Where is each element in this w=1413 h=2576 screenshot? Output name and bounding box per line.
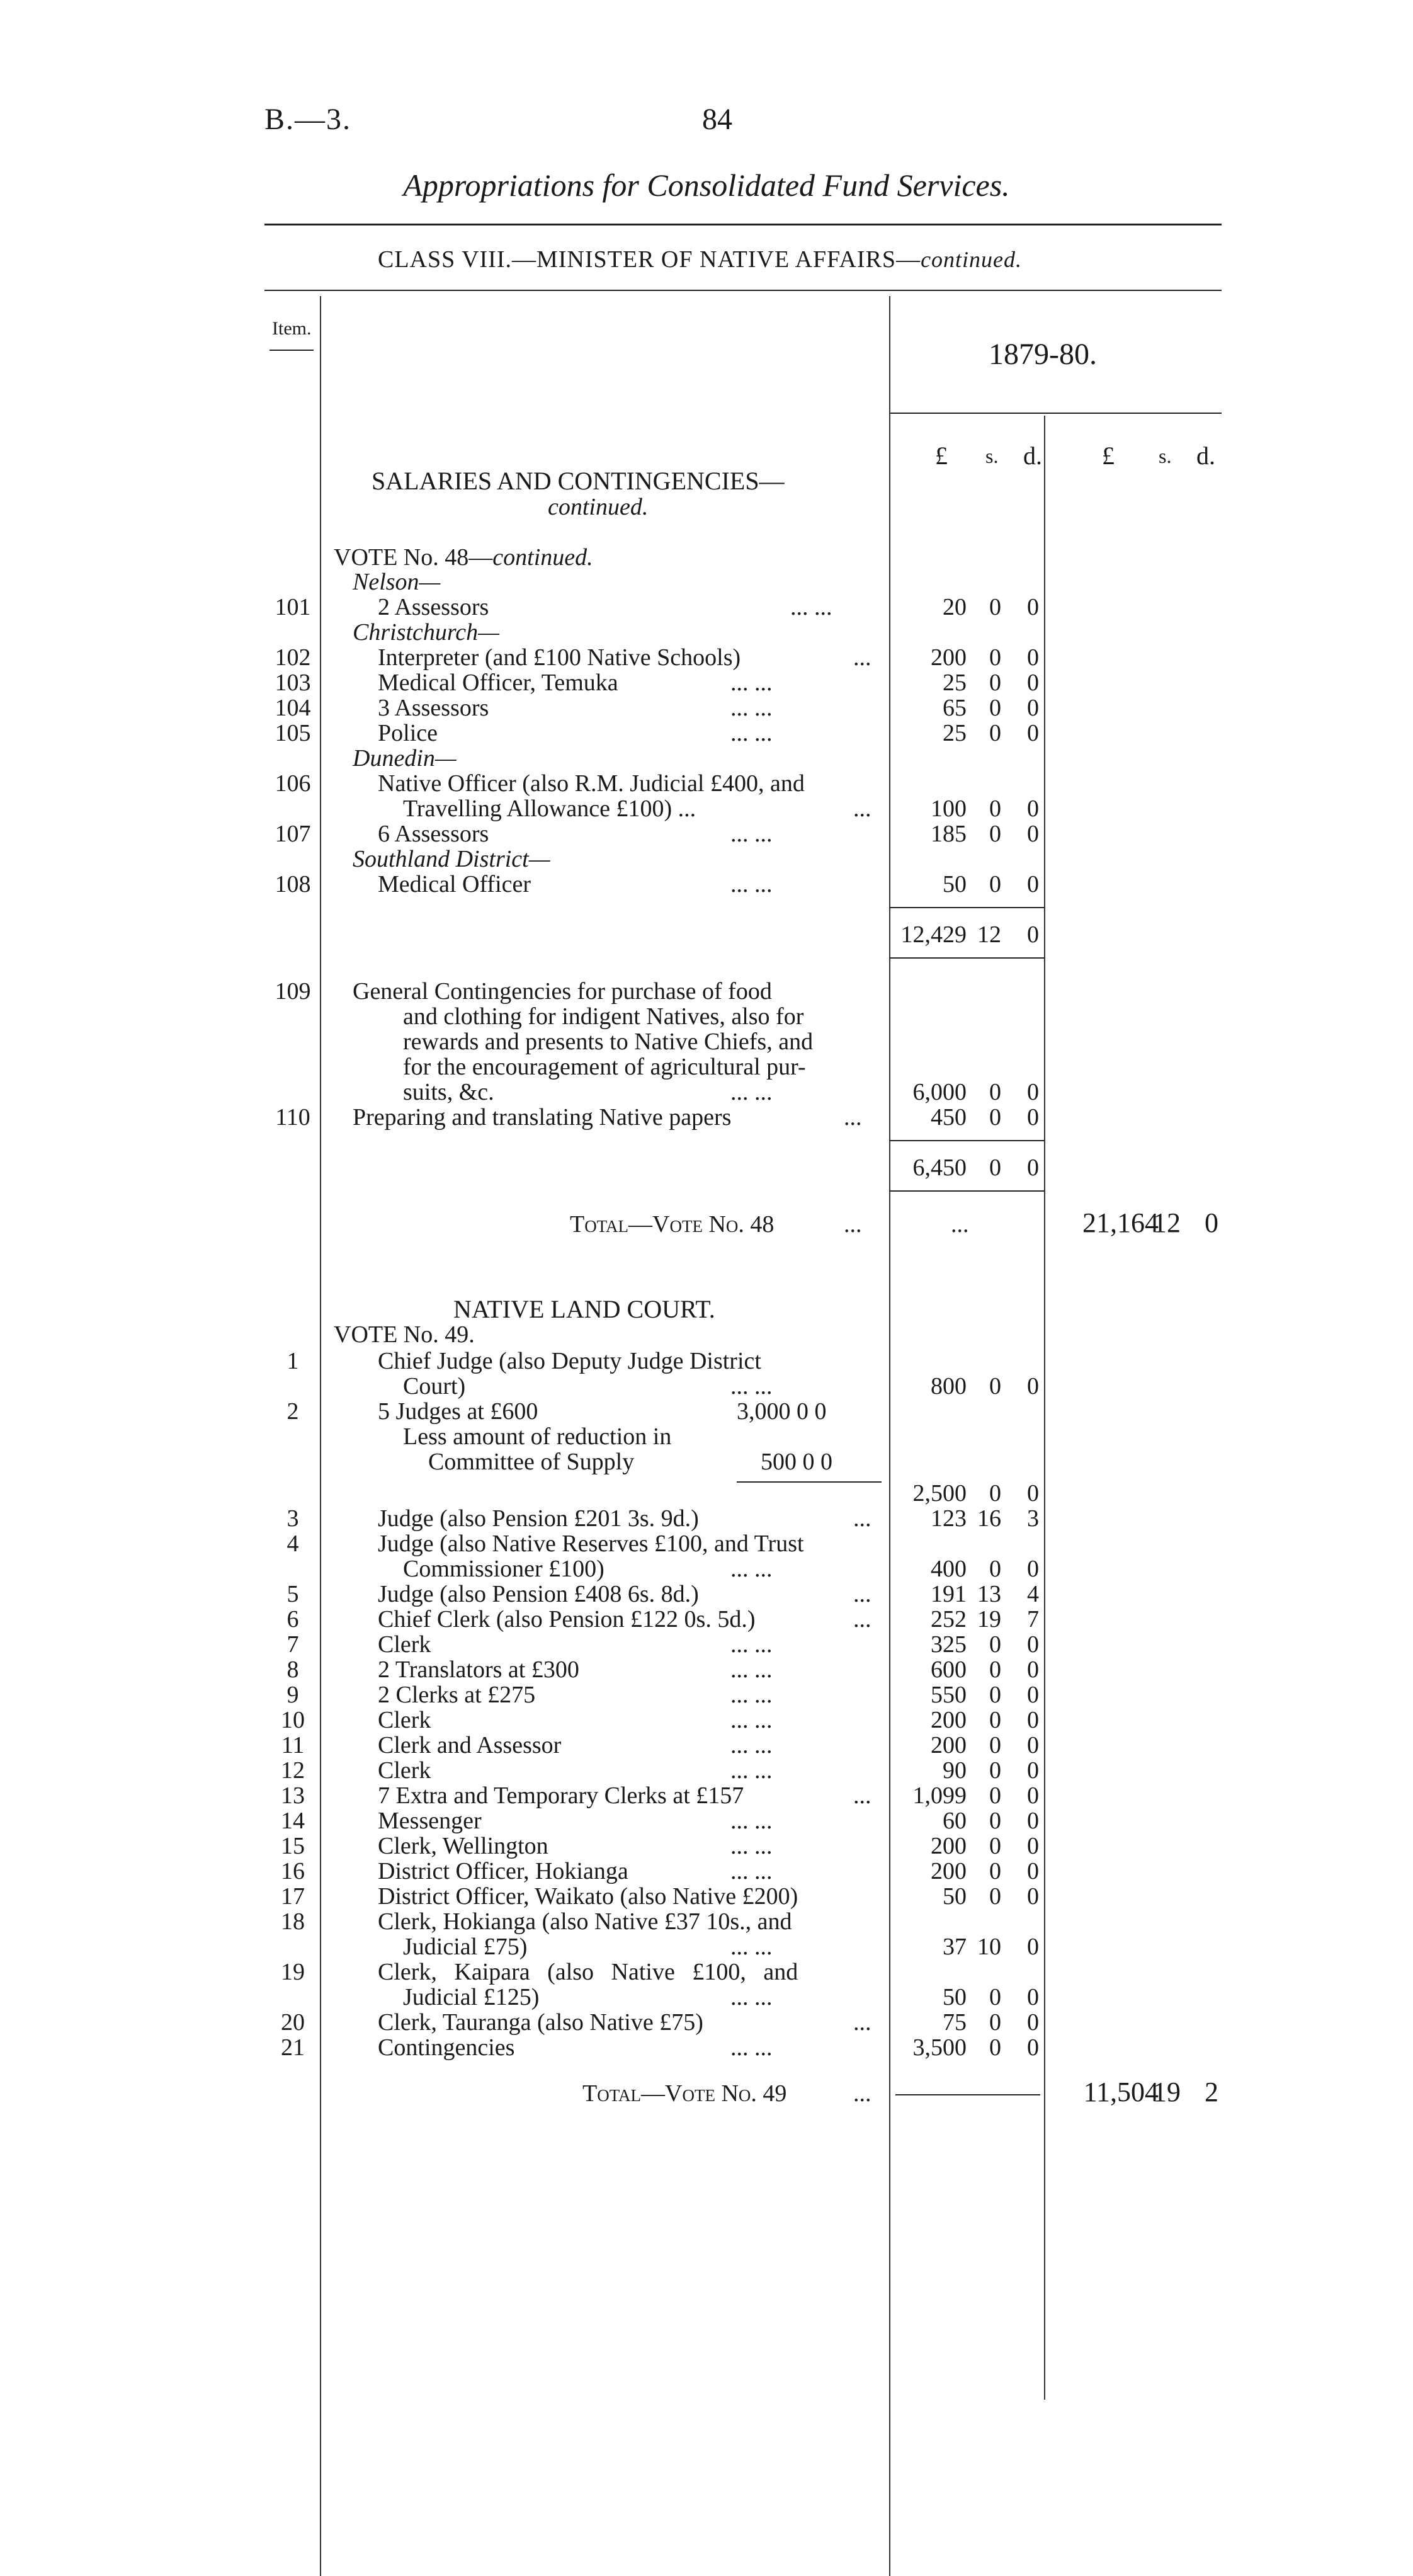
item-description: Medical Officer	[378, 871, 531, 898]
amount-pounds: 6,000	[912, 1079, 967, 1105]
amount-pence: 0	[1027, 795, 1039, 822]
amount-shillings: 0	[989, 1373, 1001, 1399]
amount-shillings: 0	[989, 1707, 1001, 1733]
item-description-cont: Travelling Allowance £100) ...	[403, 795, 696, 822]
item-number: 106	[275, 770, 311, 797]
amount-shillings: 0	[989, 1079, 1001, 1105]
item-description: Clerk, Wellington	[378, 1833, 548, 1859]
item-number: 4	[287, 1530, 299, 1557]
reduction-note: Less amount of reduction in	[403, 1423, 672, 1450]
amount-pounds: 37	[943, 1934, 967, 1960]
amount-pence: 3	[1027, 1505, 1039, 1532]
item-description: Clerk and Assessor	[378, 1732, 562, 1758]
amount-shillings: 0	[989, 1682, 1001, 1708]
item-number: 5	[287, 1581, 299, 1607]
leader-dots: ... ...	[730, 1858, 773, 1884]
amount-pounds: 450	[931, 1104, 967, 1131]
vote48-nelson-heading: Nelson—	[353, 569, 441, 595]
item-number: 107	[275, 821, 311, 847]
item-description: District Officer, Hokianga	[378, 1858, 628, 1884]
amount-pence: 0	[1027, 1858, 1039, 1884]
item-column-header: Item.	[272, 318, 312, 339]
pound-header-1: £	[935, 442, 948, 470]
leader-dots: ...	[853, 644, 871, 671]
amount-pence: 0	[1027, 1631, 1039, 1658]
amount-shillings: 0	[989, 1732, 1001, 1758]
leader-dots: ... ...	[730, 1707, 773, 1733]
amount-pence: 0	[1027, 871, 1039, 898]
item-description-cont: rewards and presents to Native Chiefs, and	[403, 1029, 814, 1055]
class-title: CLASS VIII.—MINISTER OF NATIVE AFFAIRS—continued.	[378, 246, 1023, 273]
amount-pounds: 200	[931, 1858, 967, 1884]
amount-shillings: 0	[989, 1984, 1001, 2010]
amount-pounds: 75	[943, 2009, 967, 2036]
amount-pence: 0	[1027, 1883, 1039, 1910]
amount-pence: 0	[1027, 1104, 1039, 1131]
item-description: 2 Assessors	[378, 594, 489, 620]
item-description-cont: for the encouragement of agricultural pur-	[403, 1054, 806, 1080]
item-number: 8	[287, 1656, 299, 1683]
item-description: Judge (also Pension £201 3s. 9d.)	[378, 1505, 699, 1532]
amount-pence: 0	[1027, 695, 1039, 721]
item-number: 102	[275, 644, 311, 671]
subtotal-column-rule	[1044, 416, 1045, 2400]
subtotal-rule	[889, 907, 1044, 908]
item-column-rule	[320, 296, 321, 2576]
subtotal-shillings: 12	[977, 921, 1001, 948]
item-number: 6	[287, 1606, 299, 1633]
amount-pence: 0	[1027, 1833, 1039, 1859]
item-description: Contingencies	[378, 2034, 515, 2061]
leader-dots: ... ...	[730, 821, 773, 847]
amount-pounds: 60	[943, 1808, 967, 1834]
vote48-label: VOTE No. 48—continued.	[334, 544, 593, 571]
item-number: 14	[281, 1808, 305, 1834]
subtotal-shillings: 0	[989, 1154, 1001, 1181]
year-rule	[889, 413, 1222, 414]
subtotal-pounds: 12,429	[900, 921, 967, 948]
item-underline	[270, 350, 314, 351]
amount-pence: 0	[1027, 644, 1039, 671]
amount-pence: 0	[1027, 1079, 1039, 1105]
subtotal-pounds: 6,450	[912, 1154, 967, 1181]
amount-shillings: 0	[989, 1480, 1001, 1507]
vote48-total-shillings: 12	[1153, 1207, 1181, 1238]
amount-shillings: 19	[977, 1606, 1001, 1633]
leader-dots: ...	[853, 795, 871, 822]
item-number: 10	[281, 1707, 305, 1733]
reduction-amount: 500 0 0	[761, 1449, 832, 1475]
amount-pence: 7	[1027, 1606, 1039, 1633]
vote48-christchurch-heading: Christchurch—	[353, 619, 499, 646]
amount-pounds: 50	[943, 1984, 967, 2010]
amount-pence: 0	[1027, 1556, 1039, 1582]
leader-dots: ...	[844, 1104, 862, 1131]
item-number: 110	[275, 1104, 310, 1131]
item-description-cont: Court)	[403, 1373, 466, 1399]
amount-shillings: 0	[989, 1833, 1001, 1859]
item-description: Judge (also Native Reserves £100, and Trust	[378, 1530, 804, 1557]
item-description-cont: and clothing for indigent Natives, also for	[403, 1003, 804, 1030]
item-description: Police	[378, 720, 438, 746]
item-description: 2 Clerks at £275	[378, 1682, 536, 1708]
item-description: Chief Clerk (also Pension £122 0s. 5d.)	[378, 1606, 756, 1633]
amount-pounds: 325	[931, 1631, 967, 1658]
amount-pounds: 200	[931, 1707, 967, 1733]
vote49-total-pounds: 11,504	[1083, 2077, 1159, 2107]
section-salaries-cont: continued.	[548, 494, 649, 520]
item-description: Clerk	[378, 1757, 431, 1784]
amount-pence: 0	[1027, 821, 1039, 847]
amount-pounds: 50	[943, 871, 967, 898]
amount-pounds: 25	[943, 720, 967, 746]
leader-dots: ... ...	[730, 720, 773, 746]
item-description: 7 Extra and Temporary Clerks at £157	[378, 1782, 744, 1809]
amount-pounds: 200	[931, 1833, 967, 1859]
amount-shillings: 13	[977, 1581, 1001, 1607]
amount-pence: 0	[1027, 1757, 1039, 1784]
leader-dots: ...	[853, 2009, 871, 2036]
amount-shillings: 0	[989, 795, 1001, 822]
leader-dots: ... ...	[730, 1757, 773, 1784]
amount-pence: 0	[1027, 720, 1039, 746]
amount-shillings: 0	[989, 644, 1001, 671]
leader-dots: ... ...	[730, 2034, 773, 2061]
item-number: 2	[287, 1398, 299, 1425]
leader-dots: ...	[853, 1782, 871, 1809]
item-description: Clerk	[378, 1707, 431, 1733]
subtotal-rule	[889, 957, 1044, 959]
shilling-header-1: s.	[985, 445, 999, 467]
reduction-note-cont: Committee of Supply	[428, 1449, 635, 1475]
amount-pounds: 100	[931, 795, 967, 822]
amount-shillings: 0	[989, 2034, 1001, 2061]
leader-dots: ... ...	[730, 1934, 773, 1960]
item-description-cont: Judicial £125)	[403, 1984, 540, 2010]
leader-dots: ...	[844, 1211, 862, 1238]
leader-dots: ...	[853, 1505, 871, 1532]
amount-shillings: 0	[989, 695, 1001, 721]
item-description: 3 Assessors	[378, 695, 489, 721]
item-description: 6 Assessors	[378, 821, 489, 847]
amount-pounds: 20	[943, 594, 967, 620]
leader-dots: ... ...	[730, 1656, 773, 1683]
leader-dots: ... ...	[730, 670, 773, 696]
leader-dots: ...	[951, 1211, 969, 1238]
amount-shillings: 0	[989, 1656, 1001, 1683]
item-description: District Officer, Waikato (also Native £200)	[378, 1883, 798, 1910]
leader-dots: ...	[853, 1581, 871, 1607]
amount-pence: 0	[1027, 1480, 1039, 1507]
item-number: 17	[281, 1883, 305, 1910]
item-number: 13	[281, 1782, 305, 1809]
amount-shillings: 0	[989, 1556, 1001, 1582]
item-description: Messenger	[378, 1808, 482, 1834]
leader-dots: ... ...	[730, 871, 773, 898]
leader-dots: ...	[853, 1606, 871, 1633]
item-number: 15	[281, 1833, 305, 1859]
amount-pounds: 25	[943, 670, 967, 696]
leader-dots: ... ...	[730, 1631, 773, 1658]
item-number: 108	[275, 871, 311, 898]
item-description: Medical Officer, Temuka	[378, 670, 618, 696]
leader-dots: ... ...	[730, 1833, 773, 1859]
leader-dots: ... ...	[730, 1984, 773, 2010]
amount-shillings: 0	[989, 821, 1001, 847]
amount-shillings: 0	[989, 594, 1001, 620]
amount-column-rule	[889, 296, 890, 2576]
amount-pence: 0	[1027, 670, 1039, 696]
amount-shillings: 0	[989, 670, 1001, 696]
amount-pence: 0	[1027, 594, 1039, 620]
top-rule	[264, 224, 1222, 225]
item-description: Interpreter (and £100 Native Schools)	[378, 644, 741, 671]
amount-shillings: 0	[989, 1883, 1001, 1910]
item-number: 21	[281, 2034, 305, 2061]
amount-shillings: 0	[989, 720, 1001, 746]
amount-pounds: 65	[943, 695, 967, 721]
item-description: General Contingencies for purchase of food	[353, 978, 772, 1005]
item-description-cont: Commissioner £100)	[403, 1556, 604, 1582]
item-description: Native Officer (also R.M. Judicial £400, and	[378, 770, 805, 797]
item-description: 2 Translators at £300	[378, 1656, 579, 1683]
amount-pence: 0	[1027, 1934, 1039, 1960]
leader-dots: ... ...	[730, 1808, 773, 1834]
item-number: 12	[281, 1757, 305, 1784]
page-number: 84	[702, 103, 732, 136]
item-number: 19	[281, 1959, 305, 1985]
amount-pence: 0	[1027, 1707, 1039, 1733]
shilling-header-2: s.	[1159, 445, 1172, 467]
item-number: 20	[281, 2009, 305, 2036]
item-description: Clerk, Tauranga (also Native £75)	[378, 2009, 703, 2036]
amount-pounds: 2,500	[912, 1480, 967, 1507]
subtotal-pence: 0	[1027, 921, 1039, 948]
vote49-total-label: Total—Vote No. 49	[582, 2080, 787, 2107]
amount-pence: 0	[1027, 1782, 1039, 1809]
amount-pounds: 600	[931, 1656, 967, 1683]
amount-shillings: 16	[977, 1505, 1001, 1532]
amount-pounds: 200	[931, 644, 967, 671]
section-salaries-title: SALARIES AND CONTINGENCIES—	[372, 467, 785, 495]
amount-pence: 0	[1027, 2034, 1039, 2061]
item-number: 16	[281, 1858, 305, 1884]
pound-header-2: £	[1102, 442, 1115, 470]
pence-header-1: d.	[1023, 442, 1042, 470]
leader-dots: ... ...	[730, 1373, 773, 1399]
year-heading: 1879-80.	[989, 338, 1097, 371]
section-land-court-title: NATIVE LAND COURT.	[453, 1295, 715, 1323]
amount-pounds: 90	[943, 1757, 967, 1784]
gross-amount: 3,000 0 0	[737, 1398, 827, 1425]
pence-header-2: d.	[1196, 442, 1215, 470]
item-number: 105	[275, 720, 311, 746]
amount-shillings: 0	[989, 1782, 1001, 1809]
item-number: 1	[287, 1348, 299, 1374]
amount-pence: 0	[1027, 1373, 1039, 1399]
amount-pounds: 1,099	[912, 1782, 967, 1809]
document-reference: B.—3.	[264, 103, 352, 136]
page-subtitle: Appropriations for Consolidated Fund Services.	[403, 168, 1010, 203]
leader-dots: ...	[853, 2080, 871, 2107]
amount-pounds: 185	[931, 821, 967, 847]
leader-dots: ... ...	[730, 695, 773, 721]
amount-pence: 0	[1027, 1682, 1039, 1708]
item-description: Clerk	[378, 1631, 431, 1658]
vote48-southland-heading: Southland District—	[353, 846, 550, 872]
item-description: Judge (also Pension £408 6s. 8d.)	[378, 1581, 699, 1607]
leader-dots: ... ...	[730, 1732, 773, 1758]
amount-pounds: 200	[931, 1732, 967, 1758]
item-description: Clerk, Kaipara (also Native £100, and	[378, 1959, 798, 1985]
amount-shillings: 0	[989, 871, 1001, 898]
reduction-rule	[737, 1481, 882, 1483]
item-number: 18	[281, 1908, 305, 1935]
amount-pounds: 252	[931, 1606, 967, 1633]
item-number: 104	[275, 695, 311, 721]
subtotal-rule	[889, 1190, 1044, 1192]
item-description: 5 Judges at £600	[378, 1398, 538, 1425]
item-number: 9	[287, 1682, 299, 1708]
amount-shillings: 10	[977, 1934, 1001, 1960]
item-number: 11	[281, 1732, 305, 1758]
vote49-total-shillings: 19	[1153, 2077, 1181, 2107]
amount-pence: 4	[1027, 1581, 1039, 1607]
amount-pence: 0	[1027, 1732, 1039, 1758]
amount-shillings: 0	[989, 1104, 1001, 1131]
vote48-total-pence: 0	[1205, 1207, 1218, 1238]
leader-dots: ... ...	[730, 1079, 773, 1105]
total-rule	[895, 2094, 1040, 2095]
item-description: Clerk, Hokianga (also Native £37 10s., and	[378, 1908, 792, 1935]
amount-pence: 0	[1027, 1984, 1039, 2010]
vote49-label: VOTE No. 49.	[334, 1321, 475, 1348]
amount-shillings: 0	[989, 1631, 1001, 1658]
amount-shillings: 0	[989, 2009, 1001, 2036]
item-description-cont: suits, &c.	[403, 1079, 494, 1105]
vote48-dunedin-heading: Dunedin—	[353, 745, 457, 772]
amount-pence: 0	[1027, 1808, 1039, 1834]
item-number: 101	[275, 594, 311, 620]
amount-pounds: 550	[931, 1682, 967, 1708]
amount-pounds: 400	[931, 1556, 967, 1582]
amount-pence: 0	[1027, 1656, 1039, 1683]
class-rule	[264, 290, 1222, 291]
vote48-total-label: Total—Vote No. 48	[570, 1211, 775, 1238]
amount-pounds: 3,500	[912, 2034, 967, 2061]
item-number: 109	[275, 978, 311, 1005]
amount-shillings: 0	[989, 1858, 1001, 1884]
amount-pounds: 50	[943, 1883, 967, 1910]
leader-dots: ... ...	[790, 594, 832, 620]
vote48-total-pounds: 21,164	[1082, 1207, 1159, 1238]
item-number: 7	[287, 1631, 299, 1658]
amount-shillings: 0	[989, 1757, 1001, 1784]
amount-pounds: 191	[931, 1581, 967, 1607]
item-description-cont: Judicial £75)	[403, 1934, 528, 1960]
amount-pounds: 123	[931, 1505, 967, 1532]
subtotal-rule	[889, 1140, 1044, 1141]
item-number: 3	[287, 1505, 299, 1532]
subtotal-pence: 0	[1027, 1154, 1039, 1181]
amount-pence: 0	[1027, 2009, 1039, 2036]
amount-shillings: 0	[989, 1808, 1001, 1834]
leader-dots: ... ...	[730, 1556, 773, 1582]
item-description: Preparing and translating Native papers	[353, 1104, 732, 1131]
item-description: Chief Judge (also Deputy Judge District	[378, 1348, 761, 1374]
vote49-total-pence: 2	[1205, 2077, 1218, 2107]
item-number: 103	[275, 670, 311, 696]
amount-pounds: 800	[931, 1373, 967, 1399]
leader-dots: ... ...	[730, 1682, 773, 1708]
